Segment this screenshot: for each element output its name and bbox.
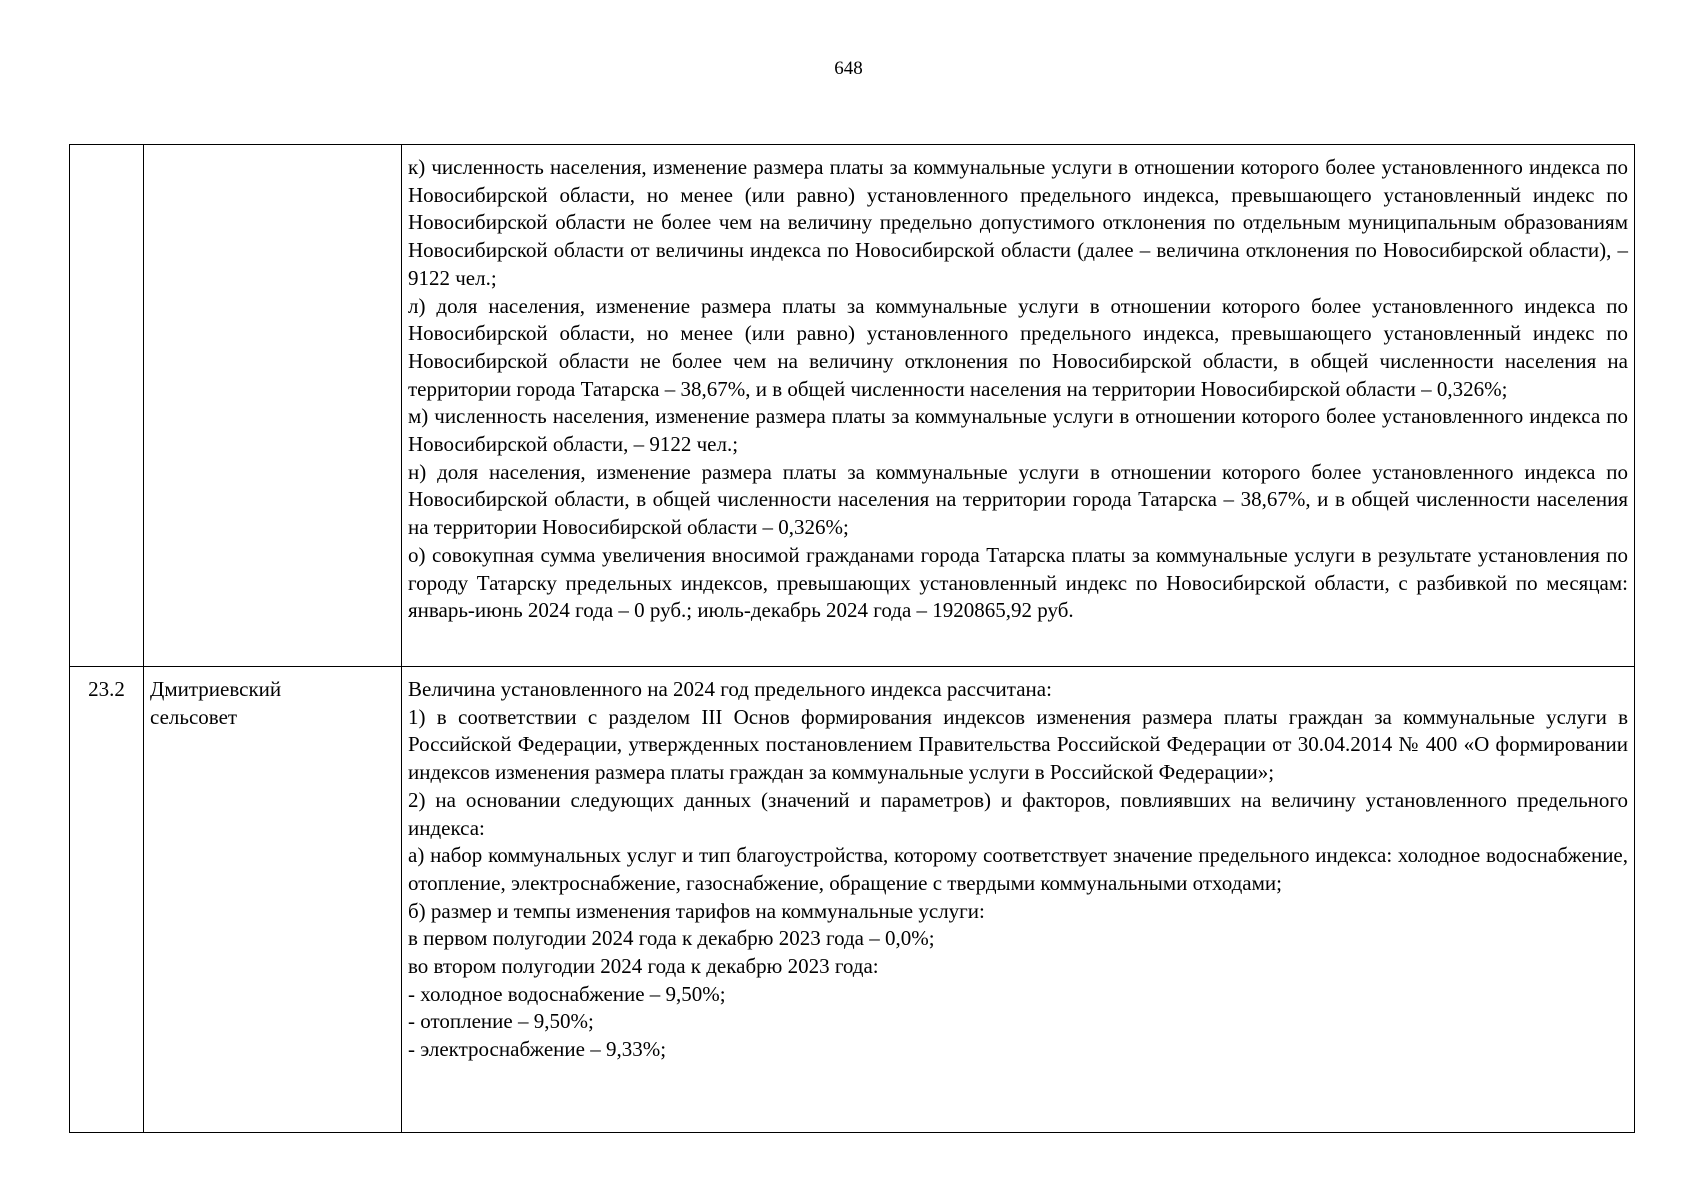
paragraph-1: 1) в соответствии с разделом III Основ формирования индексов изменения размера платы граждан за коммунальные услуги в Российской Федерации, утвержденных постановлением Правительства Российской Федерации от 30.04.2014 № 400 «О формировании индексов изменения размера платы граждан за коммунальные услуги в Российской Федерации»; bbox=[408, 704, 1628, 785]
document-table bbox=[69, 144, 1635, 1133]
description-cell bbox=[402, 145, 1635, 667]
paragraph-o: о) совокупная сумма увеличения вносимой гражданами города Татарска платы за коммунальные услуги в результате установления по городу Татарску предельных индексов, превышающих установленный индекс по Новосибирской области, с разбивкой по месяцам: январь-июнь 2024 года – 0 руб.; июль-декабрь 2024 года – 1920865,92 руб. bbox=[408, 542, 1628, 623]
paragraph-a: а) набор коммунальных услуг и тип благоустройства, которому соответствует значение предельного индекса: холодное водоснабжение, отопление, электроснабжение, газоснабжение, обращение с твердыми коммунальными отходами; bbox=[408, 843, 1628, 895]
table-row bbox=[70, 667, 1635, 1133]
paragraph-2: 2) на основании следующих данных (значений и параметров) и факторов, повлиявших на величину установленного предельного индекса: bbox=[408, 787, 1628, 840]
list-item: - холодное водоснабжение – 9,50%; bbox=[408, 981, 726, 1006]
paragraph-b: б) размер и темпы изменения тарифов на коммунальные услуги: bbox=[408, 898, 985, 923]
municipality-name-cell bbox=[144, 667, 402, 1133]
list-item: - электроснабжение – 9,33%; bbox=[408, 1037, 667, 1062]
paragraph-n: н) доля населения, изменение размера платы за коммунальные услуги в отношении которого более установленного индекса по Новосибирской области, в общей численности населения на территории города Татарска – 38,67%, и в общей численности населения на территории Новосибирской области – 0,326%; bbox=[408, 459, 1628, 540]
table-row bbox=[70, 145, 1635, 667]
row-number-cell: 23.2 bbox=[70, 667, 144, 1133]
row-number-cell bbox=[70, 145, 144, 667]
list-item: - отопление – 9,50%; bbox=[408, 1009, 594, 1034]
municipality-name-cell bbox=[144, 145, 402, 667]
paragraph-m: м) численность населения, изменение размера платы за коммунальные услуги в отношении которого более установленного индекса по Новосибирской области, – 9122 чел.; bbox=[408, 404, 1628, 457]
paragraph-k: к) численность населения, изменение размера платы за коммунальные услуги в отношении которого более установленного индекса по Новосибирской области, но менее (или равно) установленного предельного индекса, превышающего установленный индекс по Новосибирской области не более чем на величину предельно допустимого отклонения по отдельным муниципальным образованиям Новосибирской области от величины индекса по Новосибирской области (далее – величина отклонения по Новосибирской области), – 9122 чел.; bbox=[408, 155, 1628, 290]
paragraph-second-half: во втором полугодии 2024 года к декабрю 2023 года: bbox=[408, 954, 879, 979]
municipality-name-line: Дмитриевский bbox=[150, 677, 282, 701]
paragraph-intro: Величина установленного на 2024 год предельного индекса рассчитана: bbox=[408, 677, 1052, 701]
paragraph-first-half: в первом полугодии 2024 года к декабрю 2023 года – 0,0%; bbox=[408, 926, 935, 951]
municipality-name-line: сельсовет bbox=[150, 704, 238, 729]
page-number: 648 bbox=[834, 58, 863, 79]
description-cell bbox=[402, 667, 1635, 1133]
paragraph-l: л) доля населения, изменение размера платы за коммунальные услуги в отношении которого более установленного индекса по Новосибирской области, но менее (или равно) установленного предельного индекса, превышающего установленный индекс по Новосибирской области не более чем на величину отклонения по Новосибирской области, в общей численности населения на территории города Татарска – 38,67%, и в общей численности населения на территории Новосибирской области – 0,326%; bbox=[408, 293, 1628, 401]
